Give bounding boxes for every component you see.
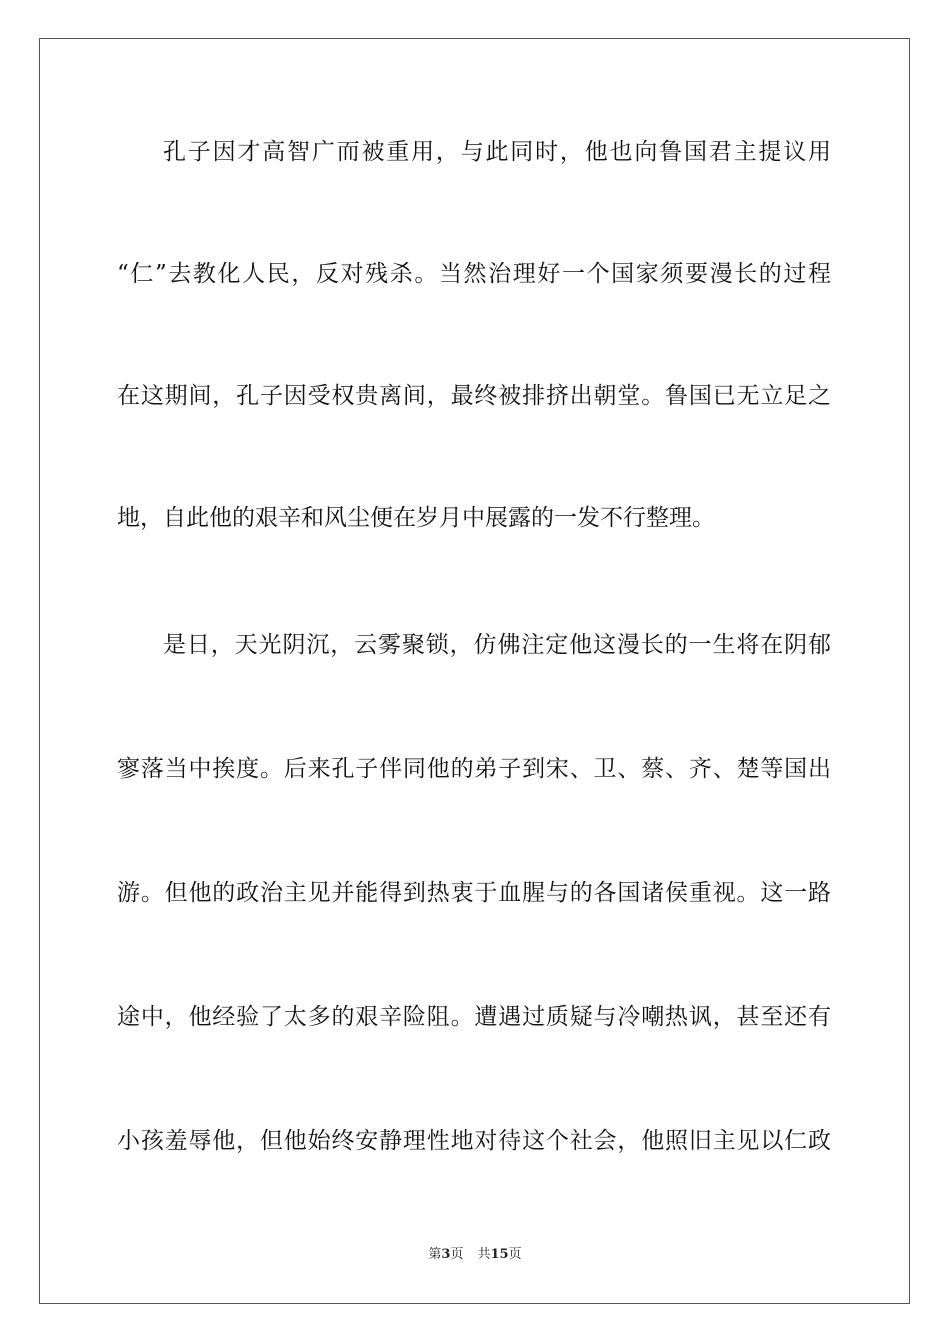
- page-border: [39, 38, 910, 1304]
- page-prefix: 第: [428, 1247, 442, 1262]
- page-number: 3: [441, 1247, 451, 1262]
- total-suffix: 页: [508, 1247, 522, 1262]
- paragraph-1-line-3: 在这期间，孔子因受权贵离间，最终被排挤出朝堂。鲁国已无立足之: [117, 383, 831, 409]
- paragraph-2-line-4: 途中，他经验了太多的艰辛险阻。遭遇过质疑与冷嘲热讽，甚至还有: [117, 1004, 831, 1030]
- paragraph-2-line-2: 寥落当中挨度。后来孔子伴同他的弟子到宋、卫、蔡、齐、楚等国出: [117, 756, 831, 782]
- paragraph-1-line-1: 孔子因才高智广而被重用，与此同时，他也向鲁国君主提议用: [163, 139, 831, 165]
- total-prefix: 共: [477, 1247, 491, 1262]
- paragraph-1-line-4: 地，自此他的艰辛和风尘便在岁月中展露的一发不行整理。: [117, 505, 715, 531]
- total-pages: 15: [490, 1247, 509, 1262]
- paragraph-1-line-2: “仁”去教化人民，反对残杀。当然治理好一个国家须要漫长的过程: [117, 261, 831, 287]
- paragraph-2-line-5: 小孩羞辱他，但他始终安静理性地对待这个社会，他照旧主见以仁政: [117, 1128, 831, 1154]
- paragraph-2-line-1: 是日，天光阴沉，云雾聚锁，仿佛注定他这漫长的一生将在阴郁: [163, 632, 831, 658]
- page-suffix: 页: [450, 1247, 464, 1262]
- paragraph-2-line-3: 游。但他的政治主见并能得到热衷于血腥与的各国诸侯重视。这一路: [117, 880, 831, 906]
- page-footer: [0, 1246, 950, 1264]
